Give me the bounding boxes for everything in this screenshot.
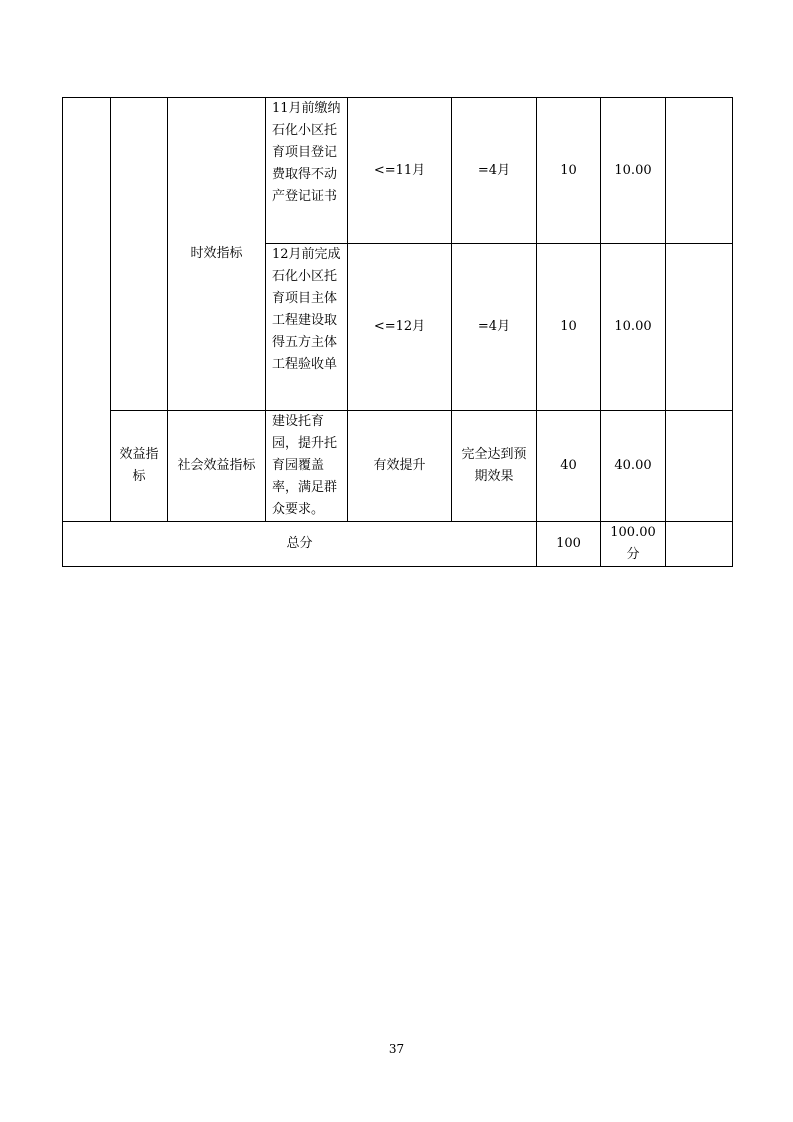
total-note-cell — [666, 522, 733, 567]
note-cell — [666, 411, 733, 522]
subcategory-cell-empty — [111, 98, 168, 411]
score-cell: 10.00 — [601, 244, 666, 411]
target-value-cell: <=12月 — [348, 244, 452, 411]
performance-indicator-table — [62, 97, 733, 567]
indicator-content-cell: 11月前缴纳石化小区托育项目登记费取得不动产登记证书 — [266, 98, 348, 244]
indicator-content-cell: 12月前完成石化小区托育项目主体工程建设取得五方主体工程验收单 — [266, 244, 348, 411]
weight-cell: 10 — [537, 98, 601, 244]
score-cell: 40.00 — [601, 411, 666, 522]
indicator-content-cell: 建设托育园，提升托育园覆盖率，满足群众要求。 — [266, 411, 348, 522]
category-cell-empty — [63, 98, 111, 522]
weight-cell: 40 — [537, 411, 601, 522]
target-value-cell: <=11月 — [348, 98, 452, 244]
table-row — [63, 411, 733, 522]
score-cell: 10.00 — [601, 98, 666, 244]
social-benefit-indicator-cell: 社会效益指标 — [168, 411, 266, 522]
target-value-cell: 有效提升 — [348, 411, 452, 522]
time-indicator-cell: 时效指标 — [168, 98, 266, 411]
total-label-cell: 总分 — [63, 522, 537, 567]
page-number: 37 — [388, 1042, 405, 1056]
note-cell — [666, 244, 733, 411]
total-score-cell: 100.00分 — [601, 522, 666, 567]
benefit-indicator-cell: 效益指标 — [111, 411, 168, 522]
total-row — [63, 522, 733, 567]
total-weight-cell: 100 — [537, 522, 601, 567]
actual-value-cell: 完全达到预期效果 — [452, 411, 537, 522]
weight-cell: 10 — [537, 244, 601, 411]
table-row — [63, 98, 733, 244]
note-cell — [666, 98, 733, 244]
actual-value-cell: =4月 — [452, 98, 537, 244]
actual-value-cell: =4月 — [452, 244, 537, 411]
